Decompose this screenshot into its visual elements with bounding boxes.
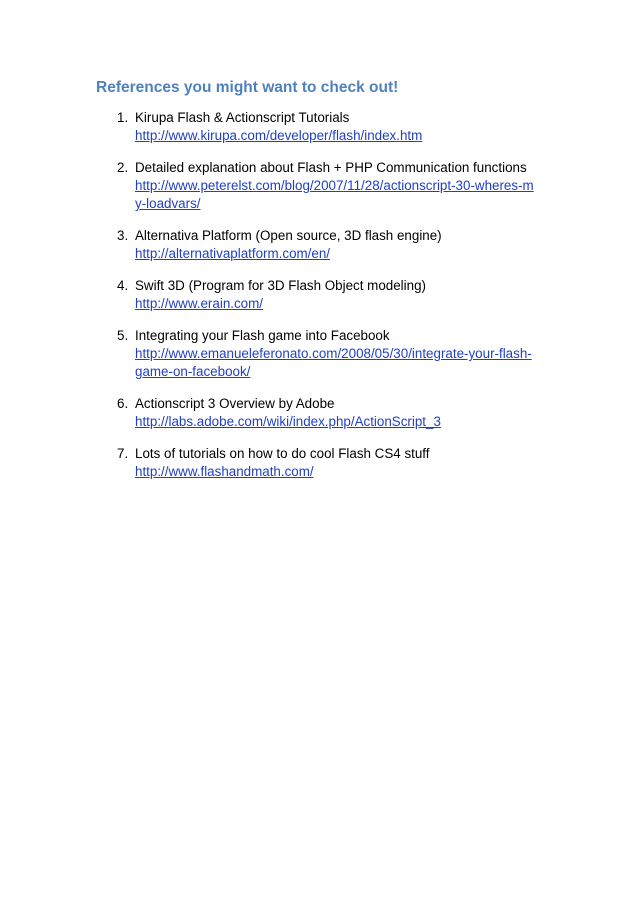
reference-link[interactable]: http://www.flashandmath.com/ [135, 464, 314, 479]
reference-item-2 [0, 159, 638, 213]
reference-title: Lots of tutorials on how to do cool Flash CS4 stuff [135, 446, 430, 461]
reference-link[interactable]: http://www.peterelst.com/blog/2007/11/28/actionscript-30-wheres-my-loadvars/ [135, 178, 534, 211]
reference-title: Alternativa Platform (Open source, 3D flash engine) [135, 228, 442, 243]
reference-link[interactable]: http://www.emanueleferonato.com/2008/05/30/integrate-your-flash-game-on-facebook/ [135, 346, 532, 379]
reference-item-7 [0, 445, 638, 481]
reference-item-5 [0, 327, 638, 381]
reference-title: Kirupa Flash & Actionscript Tutorials [135, 110, 350, 125]
page-heading: References you might want to check out! [96, 79, 399, 96]
references-list [0, 109, 638, 495]
reference-number: 4. [117, 278, 129, 293]
reference-number: 6. [117, 396, 129, 411]
reference-item-3 [0, 227, 638, 263]
reference-title: Swift 3D (Program for 3D Flash Object modeling) [135, 278, 426, 293]
reference-item-6 [0, 395, 638, 431]
reference-number: 7. [117, 446, 129, 461]
reference-link[interactable]: http://www.erain.com/ [135, 296, 264, 311]
reference-number: 3. [117, 228, 129, 243]
reference-item-1 [0, 109, 638, 145]
reference-title: Detailed explanation about Flash + PHP Communication functions [135, 160, 527, 175]
reference-link[interactable]: http://alternativaplatform.com/en/ [135, 246, 331, 261]
reference-link[interactable]: http://www.kirupa.com/developer/flash/index.htm [135, 128, 423, 143]
reference-number: 5. [117, 328, 129, 343]
reference-title: Actionscript 3 Overview by Adobe [135, 396, 335, 411]
reference-item-4 [0, 277, 638, 313]
reference-number: 2. [117, 160, 129, 175]
reference-link[interactable]: http://labs.adobe.com/wiki/index.php/ActionScript_3 [135, 414, 441, 429]
reference-number: 1. [117, 110, 129, 125]
reference-title: Integrating your Flash game into Facebook [135, 328, 390, 343]
